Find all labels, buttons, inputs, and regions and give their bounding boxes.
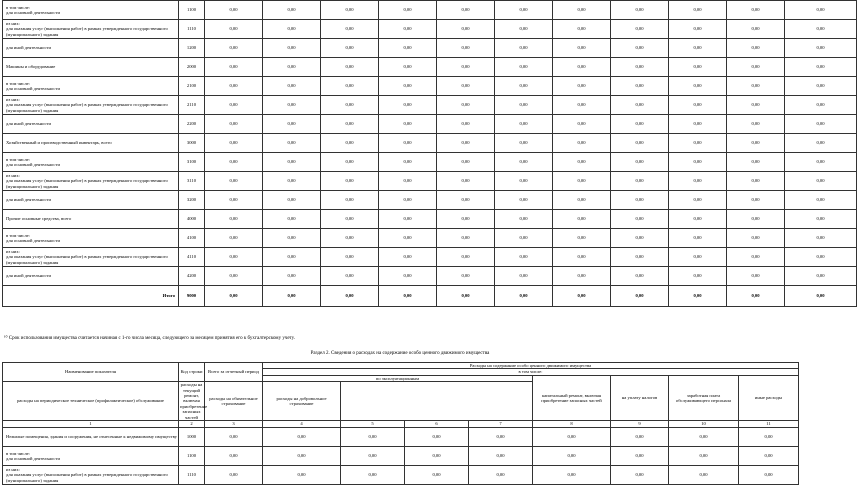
value-cell: 0,00 <box>405 447 469 466</box>
value-cell: 0,00 <box>669 77 727 96</box>
value-cell: 0,00 <box>495 229 553 248</box>
row-label: Прочие основные средства, всего <box>3 210 179 229</box>
row-label: в том числе: для основной деятельности <box>3 1 179 20</box>
value-cell: 0,00 <box>263 1 321 20</box>
value-cell: 0,00 <box>611 248 669 267</box>
value-cell: 0,00 <box>611 447 669 466</box>
header-code: Код строки <box>179 363 205 382</box>
value-cell: 0,00 <box>553 153 611 172</box>
value-cell: 0,00 <box>437 39 495 58</box>
value-cell: 0,00 <box>727 286 785 307</box>
value-cell: 0,00 <box>263 58 321 77</box>
row-code: 4110 <box>179 248 205 267</box>
value-cell: 0,00 <box>533 428 611 447</box>
table-row <box>3 172 857 191</box>
value-cell: 0,00 <box>379 77 437 96</box>
value-cell: 0,00 <box>437 20 495 39</box>
column-number: 11 <box>739 421 799 428</box>
column-number: 9 <box>611 421 669 428</box>
value-cell: 0,00 <box>263 466 341 485</box>
column-number: 3 <box>205 421 263 428</box>
value-cell: 0,00 <box>341 428 405 447</box>
value-cell: 0,00 <box>785 229 857 248</box>
value-cell: 0,00 <box>611 229 669 248</box>
value-cell: 0,00 <box>405 428 469 447</box>
value-cell: 0,00 <box>495 210 553 229</box>
value-cell: 0,00 <box>263 77 321 96</box>
value-cell: 0,00 <box>611 58 669 77</box>
value-cell: 0,00 <box>495 115 553 134</box>
value-cell: 0,00 <box>205 77 263 96</box>
value-cell: 0,00 <box>611 77 669 96</box>
value-cell: 0,00 <box>205 153 263 172</box>
value-cell: 0,00 <box>437 1 495 20</box>
property-table <box>2 0 857 307</box>
value-cell: 0,00 <box>785 96 857 115</box>
value-cell: 0,00 <box>533 447 611 466</box>
table-row <box>3 134 857 153</box>
value-cell: 0,00 <box>469 466 533 485</box>
header-col-9: на уплату налогов <box>611 375 669 420</box>
value-cell: 0,00 <box>727 248 785 267</box>
value-cell: 0,00 <box>379 39 437 58</box>
row-code: 3000 <box>179 134 205 153</box>
table-row <box>3 115 857 134</box>
row-label: для иной деятельности <box>3 115 179 134</box>
value-cell: 0,00 <box>437 134 495 153</box>
value-cell: 0,00 <box>785 210 857 229</box>
column-number: 1 <box>3 421 179 428</box>
table-row <box>3 20 857 39</box>
value-cell: 0,00 <box>785 191 857 210</box>
value-cell: 0,00 <box>727 210 785 229</box>
value-cell: 0,00 <box>321 172 379 191</box>
row-code: 1200 <box>179 39 205 58</box>
value-cell: 0,00 <box>727 20 785 39</box>
value-cell: 0,00 <box>669 286 727 307</box>
value-cell: 0,00 <box>727 267 785 286</box>
value-cell: 0,00 <box>669 447 739 466</box>
header-col-6: расходы на обязательное страхование <box>205 382 263 421</box>
value-cell: 0,00 <box>321 229 379 248</box>
value-cell: 0,00 <box>669 1 727 20</box>
row-code: 4100 <box>179 229 205 248</box>
row-label: в том числе: для основной деятельности <box>3 229 179 248</box>
value-cell: 0,00 <box>341 447 405 466</box>
value-cell: 0,00 <box>495 1 553 20</box>
value-cell: 0,00 <box>669 466 739 485</box>
value-cell: 0,00 <box>553 267 611 286</box>
header-name: Наименование показателя <box>3 363 179 382</box>
value-cell: 0,00 <box>495 134 553 153</box>
row-code: 1110 <box>179 20 205 39</box>
value-cell: 0,00 <box>611 267 669 286</box>
value-cell: 0,00 <box>495 96 553 115</box>
table-row <box>3 77 857 96</box>
value-cell: 0,00 <box>205 1 263 20</box>
value-cell: 0,00 <box>669 58 727 77</box>
value-cell: 0,00 <box>785 77 857 96</box>
row-label: из них: для оказания услуг (выполнения работ) в рамках утвержденного государственного (муниципального) задания <box>3 466 179 485</box>
value-cell: 0,00 <box>727 39 785 58</box>
value-cell: 0,00 <box>205 447 263 466</box>
value-cell: 0,00 <box>669 191 727 210</box>
value-cell: 0,00 <box>437 58 495 77</box>
row-label: Итого <box>3 286 179 307</box>
value-cell: 0,00 <box>727 172 785 191</box>
value-cell: 0,00 <box>495 248 553 267</box>
value-cell: 0,00 <box>611 210 669 229</box>
value-cell: 0,00 <box>321 134 379 153</box>
value-cell: 0,00 <box>205 286 263 307</box>
table-row <box>3 447 799 466</box>
value-cell: 0,00 <box>669 96 727 115</box>
value-cell: 0,00 <box>727 191 785 210</box>
value-cell: 0,00 <box>727 134 785 153</box>
value-cell: 0,00 <box>321 191 379 210</box>
value-cell: 0,00 <box>263 210 321 229</box>
table-row <box>3 39 857 58</box>
header-col-10: заработная плата обслуживающего персонала <box>669 375 739 420</box>
value-cell: 0,00 <box>379 248 437 267</box>
row-code: 3200 <box>179 191 205 210</box>
value-cell: 0,00 <box>669 115 727 134</box>
value-cell: 0,00 <box>263 428 341 447</box>
value-cell: 0,00 <box>437 248 495 267</box>
expenses-table <box>2 362 799 485</box>
table-row <box>3 229 857 248</box>
value-cell: 0,00 <box>727 1 785 20</box>
value-cell: 0,00 <box>321 210 379 229</box>
value-cell: 0,00 <box>379 267 437 286</box>
row-code: 2110 <box>179 96 205 115</box>
value-cell: 0,00 <box>727 153 785 172</box>
value-cell: 0,00 <box>321 286 379 307</box>
value-cell: 0,00 <box>263 267 321 286</box>
column-number: 2 <box>179 421 205 428</box>
value-cell: 0,00 <box>611 20 669 39</box>
value-cell: 0,00 <box>437 210 495 229</box>
value-cell: 0,00 <box>469 428 533 447</box>
value-cell: 0,00 <box>263 39 321 58</box>
value-cell: 0,00 <box>727 77 785 96</box>
value-cell: 0,00 <box>495 191 553 210</box>
value-cell: 0,00 <box>785 248 857 267</box>
value-cell: 0,00 <box>321 1 379 20</box>
value-cell: 0,00 <box>263 191 321 210</box>
row-label: в том числе: для основной деятельности <box>3 153 179 172</box>
row-code: 2200 <box>179 115 205 134</box>
row-code: 9000 <box>179 286 205 307</box>
value-cell: 0,00 <box>495 267 553 286</box>
value-cell: 0,00 <box>205 58 263 77</box>
row-code: 1100 <box>179 1 205 20</box>
column-number: 10 <box>669 421 739 428</box>
value-cell: 0,00 <box>553 20 611 39</box>
footnote: ¹⁰ Срок использования имущества считается начиная с 1-го числа месяца, следующего за месяцем принятия его к бухгалтерскому учету. <box>4 336 295 341</box>
value-cell: 0,00 <box>321 39 379 58</box>
value-cell: 0,00 <box>669 172 727 191</box>
value-cell: 0,00 <box>205 172 263 191</box>
value-cell: 0,00 <box>263 248 321 267</box>
table-row <box>3 96 857 115</box>
value-cell: 0,00 <box>727 58 785 77</box>
value-cell: 0,00 <box>669 229 727 248</box>
row-label: из них: для оказания услуг (выполнения работ) в рамках утвержденного государственного (муниципального) задания <box>3 172 179 191</box>
value-cell: 0,00 <box>553 115 611 134</box>
value-cell: 0,00 <box>669 153 727 172</box>
value-cell: 0,00 <box>553 229 611 248</box>
row-label: для иной деятельности <box>3 267 179 286</box>
table-row <box>3 191 857 210</box>
value-cell: 0,00 <box>321 77 379 96</box>
value-cell: 0,00 <box>379 172 437 191</box>
value-cell: 0,00 <box>205 428 263 447</box>
value-cell: 0,00 <box>321 153 379 172</box>
value-cell: 0,00 <box>611 39 669 58</box>
row-label: в том числе: для основной деятельности <box>3 447 179 466</box>
value-cell: 0,00 <box>263 286 321 307</box>
column-number: 4 <box>263 421 341 428</box>
value-cell: 0,00 <box>205 248 263 267</box>
value-cell: 0,00 <box>205 134 263 153</box>
value-cell: 0,00 <box>785 20 857 39</box>
value-cell: 0,00 <box>379 115 437 134</box>
value-cell: 0,00 <box>205 39 263 58</box>
value-cell: 0,00 <box>739 428 799 447</box>
value-cell: 0,00 <box>785 286 857 307</box>
value-cell: 0,00 <box>553 172 611 191</box>
value-cell: 0,00 <box>611 191 669 210</box>
value-cell: 0,00 <box>553 134 611 153</box>
table-row <box>3 248 857 267</box>
row-code: 3100 <box>179 153 205 172</box>
value-cell: 0,00 <box>495 153 553 172</box>
value-cell: 0,00 <box>785 1 857 20</box>
value-cell: 0,00 <box>785 267 857 286</box>
table-row <box>3 1 857 20</box>
column-number: 7 <box>469 421 533 428</box>
value-cell: 0,00 <box>611 466 669 485</box>
value-cell: 0,00 <box>379 210 437 229</box>
value-cell: 0,00 <box>785 115 857 134</box>
value-cell: 0,00 <box>553 191 611 210</box>
row-label: для иной деятельности <box>3 39 179 58</box>
value-cell: 0,00 <box>205 20 263 39</box>
value-cell: 0,00 <box>611 428 669 447</box>
row-code: 2100 <box>179 77 205 96</box>
row-code: 1100 <box>179 447 205 466</box>
row-label: Хозяйственный и производственный инвентарь, всего <box>3 134 179 153</box>
header-col-5: расходы на текущий ремонт, включая приобретение запасных частей <box>180 382 208 420</box>
value-cell: 0,00 <box>495 77 553 96</box>
value-cell: 0,00 <box>727 115 785 134</box>
section-2-title: Раздел 2. Сведения о расходах на содержание особо ценного движимого имущества <box>310 351 490 356</box>
value-cell: 0,00 <box>321 248 379 267</box>
value-cell: 0,00 <box>263 172 321 191</box>
value-cell: 0,00 <box>553 96 611 115</box>
value-cell: 0,00 <box>553 286 611 307</box>
value-cell: 0,00 <box>205 466 263 485</box>
row-code: 4000 <box>179 210 205 229</box>
value-cell: 0,00 <box>669 267 727 286</box>
header-col-7: расходы на добровольное страхование <box>263 382 341 421</box>
row-label: из них: для оказания услуг (выполнения работ) в рамках утвержденного государственного (муниципального) задания <box>3 96 179 115</box>
value-cell: 0,00 <box>611 1 669 20</box>
value-cell: 0,00 <box>405 466 469 485</box>
value-cell: 0,00 <box>611 96 669 115</box>
value-cell: 0,00 <box>263 153 321 172</box>
value-cell: 0,00 <box>739 447 799 466</box>
value-cell: 0,00 <box>533 466 611 485</box>
value-cell: 0,00 <box>669 210 727 229</box>
value-cell: 0,00 <box>785 58 857 77</box>
value-cell: 0,00 <box>321 96 379 115</box>
value-cell: 0,00 <box>205 267 263 286</box>
row-label: Машины и оборудование <box>3 58 179 77</box>
value-cell: 0,00 <box>611 153 669 172</box>
value-cell: 0,00 <box>379 1 437 20</box>
value-cell: 0,00 <box>379 153 437 172</box>
header-total: Всего за отчетный период <box>205 363 263 382</box>
header-upkeep: по эксплуатационным <box>263 375 533 381</box>
value-cell: 0,00 <box>669 134 727 153</box>
value-cell: 0,00 <box>379 286 437 307</box>
column-number: 8 <box>533 421 611 428</box>
row-label: из них: для оказания услуг (выполнения работ) в рамках утвержденного государственного (муниципального) задания <box>3 20 179 39</box>
value-cell: 0,00 <box>437 96 495 115</box>
table-row <box>3 153 857 172</box>
header-col-8: капитальный ремонт, включая приобретение запасных частей <box>533 375 611 420</box>
value-cell: 0,00 <box>379 58 437 77</box>
value-cell: 0,00 <box>553 77 611 96</box>
row-label: из них: для оказания услуг (выполнения работ) в рамках утвержденного государственного (муниципального) задания <box>3 248 179 267</box>
value-cell: 0,00 <box>321 267 379 286</box>
value-cell: 0,00 <box>437 286 495 307</box>
value-cell: 0,00 <box>205 191 263 210</box>
table-row <box>3 428 799 447</box>
value-cell: 0,00 <box>785 172 857 191</box>
value-cell: 0,00 <box>379 20 437 39</box>
value-cell: 0,00 <box>495 172 553 191</box>
value-cell: 0,00 <box>437 153 495 172</box>
value-cell: 0,00 <box>553 1 611 20</box>
value-cell: 0,00 <box>379 134 437 153</box>
value-cell: 0,00 <box>469 447 533 466</box>
row-code: 1000 <box>179 428 205 447</box>
value-cell: 0,00 <box>495 20 553 39</box>
table-row <box>3 210 857 229</box>
header-incl: в том числе: <box>263 369 799 375</box>
value-cell: 0,00 <box>321 20 379 39</box>
value-cell: 0,00 <box>495 58 553 77</box>
value-cell: 0,00 <box>669 39 727 58</box>
value-cell: 0,00 <box>611 172 669 191</box>
header-group: Расходы на содержание особо ценного движимого имущества <box>263 363 799 369</box>
value-cell: 0,00 <box>379 96 437 115</box>
value-cell: 0,00 <box>611 134 669 153</box>
value-cell: 0,00 <box>437 115 495 134</box>
value-cell: 0,00 <box>263 20 321 39</box>
value-cell: 0,00 <box>437 77 495 96</box>
value-cell: 0,00 <box>263 96 321 115</box>
value-cell: 0,00 <box>669 20 727 39</box>
table-row <box>3 466 799 485</box>
value-cell: 0,00 <box>437 191 495 210</box>
header-col-4: расходы на периодическое техническое (профилактическое) обслуживание <box>3 382 179 421</box>
header-col-11: иные расходы <box>739 375 799 420</box>
value-cell: 0,00 <box>611 115 669 134</box>
value-cell: 0,00 <box>739 466 799 485</box>
total-row <box>3 286 857 307</box>
value-cell: 0,00 <box>321 115 379 134</box>
value-cell: 0,00 <box>553 248 611 267</box>
value-cell: 0,00 <box>263 115 321 134</box>
column-numbers-row <box>3 421 799 428</box>
row-label: в том числе: для основной деятельности <box>3 77 179 96</box>
value-cell: 0,00 <box>205 210 263 229</box>
row-label: для иной деятельности <box>3 191 179 210</box>
value-cell: 0,00 <box>341 466 405 485</box>
value-cell: 0,00 <box>785 39 857 58</box>
value-cell: 0,00 <box>495 286 553 307</box>
value-cell: 0,00 <box>379 229 437 248</box>
value-cell: 0,00 <box>669 428 739 447</box>
value-cell: 0,00 <box>611 286 669 307</box>
value-cell: 0,00 <box>437 267 495 286</box>
value-cell: 0,00 <box>379 191 437 210</box>
value-cell: 0,00 <box>785 134 857 153</box>
value-cell: 0,00 <box>263 229 321 248</box>
value-cell: 0,00 <box>553 210 611 229</box>
value-cell: 0,00 <box>263 134 321 153</box>
value-cell: 0,00 <box>205 96 263 115</box>
value-cell: 0,00 <box>495 39 553 58</box>
value-cell: 0,00 <box>785 153 857 172</box>
column-number: 5 <box>341 421 405 428</box>
value-cell: 0,00 <box>727 96 785 115</box>
row-code: 1110 <box>179 466 205 485</box>
table-row <box>3 58 857 77</box>
column-number: 6 <box>405 421 469 428</box>
row-code: 2000 <box>179 58 205 77</box>
value-cell: 0,00 <box>669 248 727 267</box>
value-cell: 0,00 <box>263 447 341 466</box>
row-label: Нежилые помещения, здания и сооружения, не отнесенные к недвижимому имуществу <box>3 428 179 447</box>
value-cell: 0,00 <box>437 229 495 248</box>
value-cell: 0,00 <box>205 229 263 248</box>
value-cell: 0,00 <box>553 58 611 77</box>
value-cell: 0,00 <box>553 39 611 58</box>
row-code: 3110 <box>179 172 205 191</box>
value-cell: 0,00 <box>321 58 379 77</box>
value-cell: 0,00 <box>727 229 785 248</box>
value-cell: 0,00 <box>205 115 263 134</box>
value-cell: 0,00 <box>437 172 495 191</box>
table-row <box>3 267 857 286</box>
row-code: 4200 <box>179 267 205 286</box>
